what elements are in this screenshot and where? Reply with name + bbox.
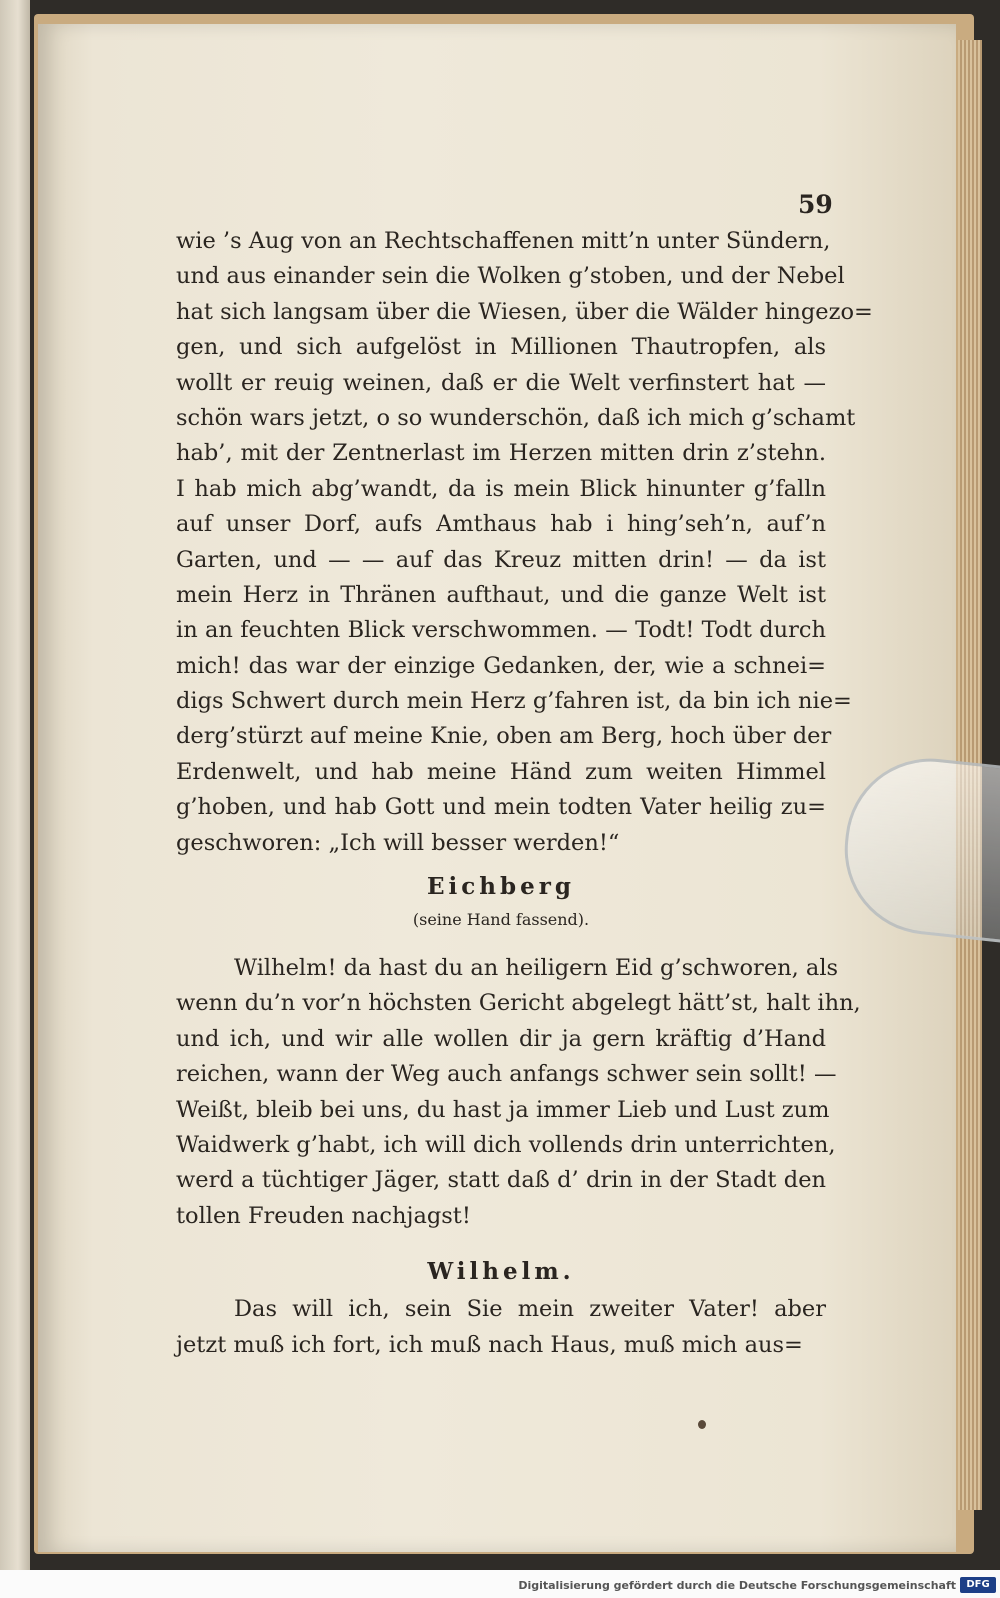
paragraph-3 xyxy=(176,1292,826,1363)
ink-spot xyxy=(698,1420,706,1429)
dfg-logo-icon: DFG xyxy=(960,1577,996,1593)
footer-bar xyxy=(0,1570,1000,1598)
paragraph-1 xyxy=(176,224,873,861)
speaker-wilhelm: Wilhelm. xyxy=(427,1258,575,1286)
facing-page-edge xyxy=(0,0,30,1570)
body-text xyxy=(176,224,873,1363)
page-number: 59 xyxy=(798,190,833,219)
text-line: I hab mich abg’wandt, da is mein Blick hinunter g’falln xyxy=(176,475,826,502)
text-line: wie ’s Aug von an Rechtschaffenen mitt’n unter Sündern, xyxy=(176,228,831,254)
text-line: g’hoben, und hab Gott und mein todten Vater heilig zu= xyxy=(176,794,826,821)
text-line: Garten, und — — auf das Kreuz mitten drin! — da ist xyxy=(176,546,826,573)
text-line: und ich, und wir alle wollen dir ja gern kräftig d’Hand xyxy=(176,1025,826,1052)
text-line: und aus einander sein die Wolken g’stoben, und der Nebel xyxy=(176,263,845,290)
text-line: reichen, wann der Weg auch anfangs schwer sein sollt! — xyxy=(176,1061,837,1088)
text-line: in an feuchten Blick verschwommen. — Todt! Todt durch xyxy=(176,617,826,644)
text-line: mich! das war der einzige Gedanken, der, wie a schnei= xyxy=(176,652,826,679)
text-line: hat sich langsam über die Wiesen, über die Wälder hingezo= xyxy=(176,298,873,325)
text-line: schön wars jetzt, o so wunderschön, daß ich mich g’schamt xyxy=(176,404,856,431)
text-line: Waidwerk g’habt, ich will dich vollends drin unterrichten, xyxy=(176,1131,836,1158)
text-line: derg’stürzt auf meine Knie, oben am Berg, hoch über der xyxy=(176,723,832,750)
text-line: auf unser Dorf, aufs Amthaus hab i hing’seh’n, auf’n xyxy=(176,511,826,538)
text-line: jetzt muß ich fort, ich muß nach Haus, muß mich aus= xyxy=(176,1331,803,1358)
stage-direction: (seine Hand fassend). xyxy=(412,910,590,930)
speaker-eichberg: Eichberg xyxy=(427,873,575,901)
text-line: Das will ich, sein Sie mein zweiter Vater! aber xyxy=(234,1296,826,1323)
funding-credit: Digitalisierung gefördert durch die Deutsche Forschungsgemeinschaft xyxy=(518,1579,956,1592)
text-line: digs Schwert durch mein Herz g’fahren ist, da bin ich nie= xyxy=(176,688,852,715)
text-line: werd a tüchtiger Jäger, statt daß d’ drin in der Stadt den xyxy=(176,1167,826,1194)
paragraph-2 xyxy=(176,951,861,1234)
text-line: hab’, mit der Zentnerlast im Herzen mitten drin z’stehn. xyxy=(176,440,826,467)
text-line: wenn du’n vor’n höchsten Gericht abgelegt hätt’st, halt ihn, xyxy=(176,990,861,1017)
text-line: Wilhelm! da hast du an heiligern Eid g’schworen, als xyxy=(234,955,839,982)
text-line: geschworen: „Ich will besser werden!“ xyxy=(176,829,620,856)
text-line: gen, und sich aufgelöst in Millionen Thautropfen, als xyxy=(176,334,826,361)
text-line: mein Herz in Thränen aufthaut, und die ganze Welt ist xyxy=(176,581,826,608)
text-line: Weißt, bleib bei uns, du hast ja immer Lieb und Lust zum xyxy=(176,1096,830,1123)
text-line: Erdenwelt, und hab meine Händ zum weiten Himmel xyxy=(176,758,826,785)
text-line: wollt er reuig weinen, daß er die Welt verfinstert hat — xyxy=(176,369,826,396)
text-line: tollen Freuden nachjagst! xyxy=(176,1202,471,1229)
